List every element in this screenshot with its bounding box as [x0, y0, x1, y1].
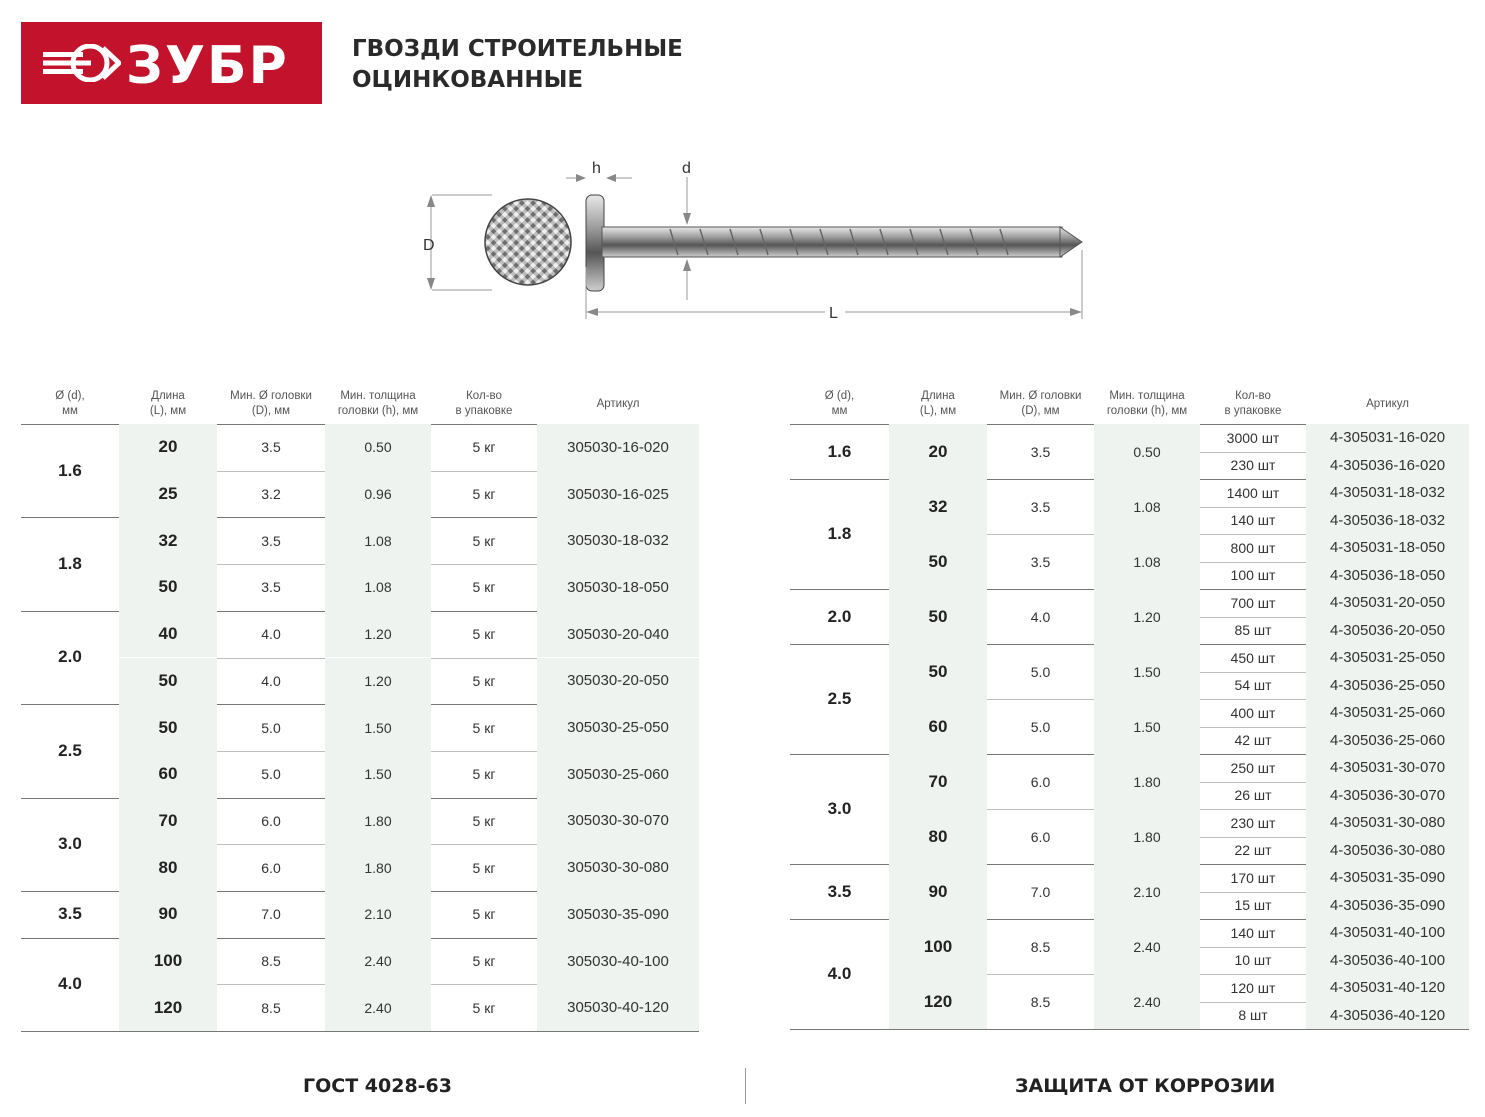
head-thickness-cell: 1.80 [1094, 754, 1200, 809]
head-diameter-cell: 3.5 [261, 439, 281, 456]
length-cell: 50 [119, 564, 217, 611]
quantity-cell: 800 шт [1230, 539, 1276, 556]
length-cell: 100 [889, 919, 987, 974]
diameter-cell: 2.5 [827, 689, 852, 708]
length-cell: 60 [889, 699, 987, 754]
article-cell: 4-305031-16-020 [1306, 424, 1469, 452]
head-thickness-cell: 1.80 [325, 844, 431, 891]
head-diameter-cell: 5.0 [261, 719, 281, 736]
column-header: Мин. Ø головки (D), мм [230, 390, 312, 417]
quantity-cell: 5 кг [472, 579, 496, 596]
diameter-cell: 1.8 [58, 554, 82, 574]
column-header: Кол-во в упаковке [1224, 390, 1282, 417]
diameter-cell: 3.5 [58, 904, 82, 924]
article-cell: 4-305036-25-050 [1306, 672, 1469, 700]
head-thickness-cell: 1.08 [325, 564, 431, 611]
quantity-cell: 5 кг [472, 812, 496, 829]
head-thickness-cell: 0.50 [325, 424, 431, 471]
quantity-cell: 700 шт [1230, 594, 1276, 611]
length-cell: 120 [889, 974, 987, 1029]
diameter-cell: 2.0 [58, 647, 82, 667]
article-cell: 4-305036-18-050 [1306, 562, 1469, 590]
quantity-cell: 1400 шт [1226, 484, 1280, 501]
quantity-cell: 140 шт [1230, 512, 1276, 529]
head-diameter-cell: 8.5 [261, 999, 281, 1016]
label-h: h [592, 160, 601, 177]
head-thickness-cell: 1.80 [325, 798, 431, 845]
head-diameter-cell: 3.5 [1030, 443, 1051, 460]
quantity-cell: 100 шт [1230, 567, 1276, 584]
head-diameter-cell: 5.0 [261, 766, 281, 783]
quantity-cell: 8 шт [1238, 1007, 1268, 1024]
diameter-cell: 3.0 [827, 799, 852, 818]
article-cell: 4-305036-40-120 [1306, 1002, 1469, 1030]
head-thickness-cell: 2.10 [1094, 864, 1200, 919]
article-cell: 4-305031-30-070 [1306, 754, 1469, 782]
head-thickness-cell: 1.50 [325, 704, 431, 751]
head-diameter-cell: 6.0 [261, 812, 281, 829]
head-diameter-cell: 3.2 [261, 486, 281, 503]
quantity-cell: 230 шт [1230, 457, 1276, 474]
article-cell: 4-305036-30-070 [1306, 782, 1469, 810]
head-diameter-cell: 6.0 [261, 859, 281, 876]
quantity-cell: 170 шт [1230, 869, 1276, 886]
head-diameter-cell: 4.0 [1030, 608, 1051, 625]
article-cell: 305030-20-040 [537, 611, 699, 658]
article-cell: 305030-25-050 [537, 704, 699, 751]
head-thickness-cell: 1.20 [325, 658, 431, 705]
length-cell: 50 [119, 704, 217, 751]
length-cell: 90 [889, 864, 987, 919]
article-cell: 4-305031-25-060 [1306, 699, 1469, 727]
nail-point [1060, 227, 1082, 257]
quantity-cell: 42 шт [1234, 732, 1272, 749]
article-cell: 305030-40-100 [537, 938, 699, 985]
article-cell: 4-305036-40-100 [1306, 947, 1469, 975]
quantity-cell: 5 кг [472, 626, 496, 643]
article-cell: 305030-40-120 [537, 984, 699, 1031]
quantity-cell: 15 шт [1234, 897, 1272, 914]
length-cell: 60 [119, 751, 217, 798]
quantity-cell: 140 шт [1230, 924, 1276, 941]
head-thickness-cell: 0.96 [325, 471, 431, 518]
head-thickness-cell: 1.20 [1094, 589, 1200, 644]
head-diameter-cell: 8.5 [1030, 993, 1051, 1010]
head-diameter-cell: 4.0 [261, 672, 281, 689]
article-cell: 305030-30-070 [537, 798, 699, 845]
head-diameter-cell: 6.0 [1030, 828, 1051, 845]
quantity-cell: 5 кг [472, 906, 496, 923]
column-header: Кол-во в упаковке [455, 390, 513, 417]
length-cell: 120 [119, 984, 217, 1031]
head-diameter-cell: 8.5 [261, 953, 281, 970]
title-line-1: ГВОЗДИ СТРОИТЕЛЬНЫЕ [352, 36, 683, 62]
diameter-cell: 3.5 [827, 881, 852, 901]
footer-standard: ГОСТ 4028-63 [303, 1075, 452, 1097]
head-thickness-cell: 1.50 [325, 751, 431, 798]
article-cell: 4-305031-25-050 [1306, 644, 1469, 672]
column-header: Длина (L), мм [149, 390, 187, 417]
article-cell: 4-305036-18-032 [1306, 507, 1469, 535]
footer-divider [745, 1068, 746, 1104]
quantity-cell: 54 шт [1234, 677, 1272, 694]
quantity-cell: 230 шт [1230, 814, 1276, 831]
article-cell: 4-305031-40-100 [1306, 919, 1469, 947]
article-cell: 305030-16-025 [537, 471, 699, 518]
article-cell: 4-305031-30-080 [1306, 809, 1469, 837]
diameter-cell: 1.8 [827, 524, 852, 543]
brand-logo [21, 22, 322, 104]
length-cell: 20 [889, 424, 987, 479]
quantity-cell: 5 кг [472, 439, 496, 456]
quantity-cell: 3000 шт [1226, 429, 1280, 446]
quantity-cell: 400 шт [1230, 704, 1276, 721]
diameter-cell: 1.6 [827, 441, 852, 461]
column-header: Артикул [596, 397, 640, 410]
length-cell: 70 [889, 754, 987, 809]
group-rule [21, 1031, 699, 1032]
head-diameter-cell: 3.5 [1030, 553, 1051, 570]
article-cell: 4-305031-18-032 [1306, 479, 1469, 507]
head-diameter-cell: 3.5 [1030, 498, 1051, 515]
logo-text: ЗУБР [126, 36, 289, 96]
column-header: Ø (d), мм [824, 390, 855, 417]
head-thickness-cell: 1.20 [325, 611, 431, 658]
length-cell: 70 [119, 798, 217, 845]
length-cell: 90 [119, 891, 217, 938]
article-cell: 305030-20-050 [537, 658, 699, 705]
column-header: Мин. толщина головки (h), мм [337, 390, 419, 417]
head-thickness-cell: 0.50 [1094, 424, 1200, 479]
length-cell: 50 [119, 658, 217, 705]
length-cell: 80 [119, 844, 217, 891]
quantity-cell: 5 кг [472, 532, 496, 549]
quantity-cell: 250 шт [1230, 759, 1276, 776]
quantity-cell: 85 шт [1234, 622, 1272, 639]
article-cell: 305030-18-032 [537, 517, 699, 564]
head-diameter-cell: 5.0 [1030, 663, 1051, 680]
article-cell: 4-305036-35-090 [1306, 892, 1469, 920]
diameter-cell: 2.0 [827, 606, 852, 626]
head-diameter-cell: 7.0 [1030, 883, 1051, 900]
diameter-cell: 3.0 [58, 834, 82, 854]
diameter-cell: 4.0 [58, 974, 82, 994]
column-header: Мин. толщина головки (h), мм [1106, 390, 1188, 417]
quantity-cell: 22 шт [1234, 842, 1272, 859]
label-D: D [423, 237, 435, 254]
length-cell: 50 [889, 644, 987, 699]
group-rule [790, 1029, 1469, 1030]
head-thickness-cell: 2.40 [325, 938, 431, 985]
quantity-cell: 5 кг [472, 953, 496, 970]
head-diameter-cell: 8.5 [1030, 938, 1051, 955]
length-cell: 50 [889, 589, 987, 644]
head-thickness-cell: 2.10 [325, 891, 431, 938]
head-diameter-cell: 4.0 [261, 626, 281, 643]
diameter-cell: 1.6 [58, 460, 82, 480]
article-cell: 305030-16-020 [537, 424, 699, 471]
article-cell: 4-305036-20-050 [1306, 617, 1469, 645]
title-line-2: ОЦИНКОВАННЫЕ [352, 67, 584, 93]
length-cell: 80 [889, 809, 987, 864]
length-cell: 32 [119, 517, 217, 564]
article-cell: 4-305036-25-060 [1306, 727, 1469, 755]
nail-head-side [586, 195, 604, 291]
head-thickness-cell: 1.50 [1094, 699, 1200, 754]
head-thickness-cell: 1.08 [1094, 479, 1200, 534]
label-d: d [682, 160, 691, 177]
head-diameter-cell: 3.5 [261, 579, 281, 596]
column-header: Мин. Ø головки (D), мм [999, 390, 1082, 417]
quantity-cell: 5 кг [472, 859, 496, 876]
article-cell: 4-305036-16-020 [1306, 452, 1469, 480]
length-cell: 40 [119, 611, 217, 658]
page-title [352, 34, 683, 96]
article-cell: 4-305031-20-050 [1306, 589, 1469, 617]
quantity-cell: 5 кг [472, 999, 496, 1016]
head-thickness-cell: 1.80 [1094, 809, 1200, 864]
article-cell: 4-305031-40-120 [1306, 974, 1469, 1002]
article-cell: 305030-25-060 [537, 751, 699, 798]
length-cell: 20 [119, 424, 217, 471]
footer-corrosion: ЗАЩИТА ОТ КОРРОЗИИ [1015, 1075, 1276, 1097]
quantity-cell: 5 кг [472, 672, 496, 689]
article-cell: 4-305036-30-080 [1306, 837, 1469, 865]
column-header: Артикул [1366, 397, 1409, 410]
nail-diagram [420, 155, 1100, 325]
length-cell: 50 [889, 534, 987, 589]
quantity-cell: 5 кг [472, 766, 496, 783]
length-cell: 25 [119, 471, 217, 518]
length-cell: 100 [119, 938, 217, 985]
quantity-cell: 26 шт [1234, 787, 1272, 804]
head-thickness-cell: 2.40 [1094, 974, 1200, 1029]
quantity-cell: 10 шт [1234, 952, 1272, 969]
column-header: Ø (d), мм [55, 390, 85, 417]
nail-head-front [485, 199, 571, 285]
article-cell: 4-305031-35-090 [1306, 864, 1469, 892]
head-thickness-cell: 1.08 [1094, 534, 1200, 589]
head-diameter-cell: 3.5 [261, 532, 281, 549]
column-header: Длина (L), мм [919, 390, 957, 417]
article-cell: 305030-30-080 [537, 844, 699, 891]
quantity-cell: 5 кг [472, 486, 496, 503]
label-L: L [829, 305, 838, 322]
logo-arrow-icon [43, 44, 121, 82]
head-diameter-cell: 6.0 [1030, 773, 1051, 790]
article-cell: 305030-18-050 [537, 564, 699, 611]
article-cell: 4-305031-18-050 [1306, 534, 1469, 562]
diameter-cell: 2.5 [58, 740, 82, 760]
head-thickness-cell: 2.40 [325, 984, 431, 1031]
head-thickness-cell: 1.50 [1094, 644, 1200, 699]
head-diameter-cell: 7.0 [261, 906, 281, 923]
quantity-cell: 450 шт [1230, 649, 1276, 666]
quantity-cell: 5 кг [472, 719, 496, 736]
quantity-cell: 120 шт [1230, 979, 1276, 996]
length-cell: 32 [889, 479, 987, 534]
head-diameter-cell: 5.0 [1030, 718, 1051, 735]
head-thickness-cell: 2.40 [1094, 919, 1200, 974]
article-cell: 305030-35-090 [537, 891, 699, 938]
diameter-cell: 4.0 [827, 964, 852, 983]
head-thickness-cell: 1.08 [325, 517, 431, 564]
